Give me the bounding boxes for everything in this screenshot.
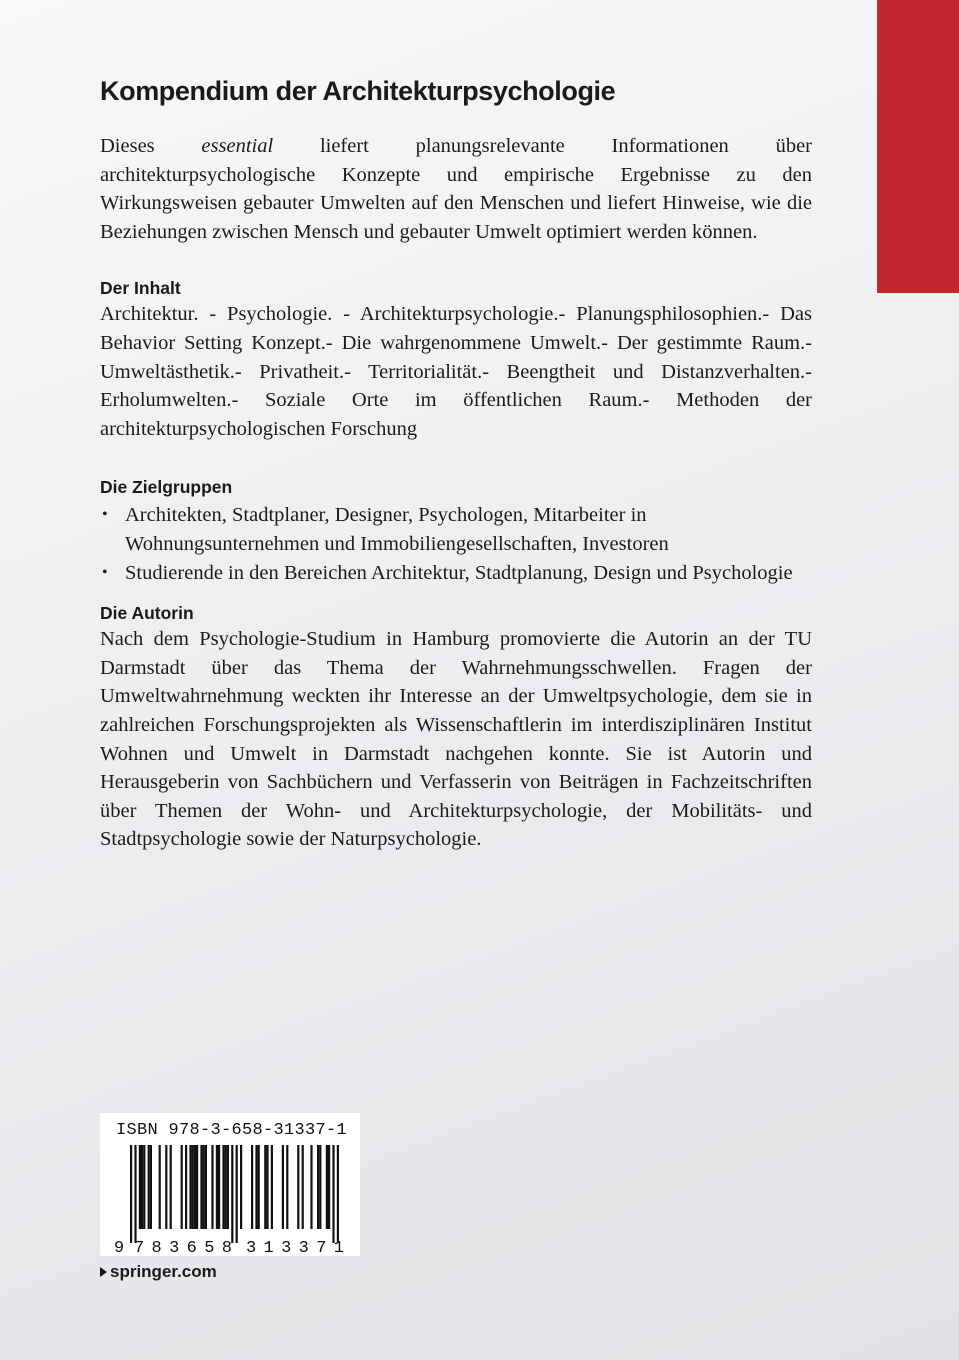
barcode-bar <box>317 1145 319 1229</box>
barcode-bar <box>141 1145 143 1229</box>
barcode-bar <box>319 1145 321 1229</box>
barcode-guard-bar <box>332 1145 334 1243</box>
zielgruppen-heading: Die Zielgruppen <box>100 477 233 498</box>
autorin-heading: Die Autorin <box>100 603 194 624</box>
red-accent-band <box>877 0 959 293</box>
intro-before: Dieses <box>100 135 202 157</box>
isbn-barcode <box>100 1113 360 1256</box>
barcode-bar <box>286 1145 288 1229</box>
barcode-bar <box>189 1145 191 1229</box>
isbn-label: ISBN 978-3-658-31337-1 <box>116 1121 348 1140</box>
barcode-bar <box>222 1145 224 1229</box>
barcode-bar <box>139 1145 141 1229</box>
barcode-guard-bar <box>231 1145 233 1243</box>
barcode-bar <box>251 1145 253 1229</box>
barcode-bar <box>185 1145 187 1229</box>
barcode-graphic <box>100 1145 360 1256</box>
publisher-url[interactable]: springer.com <box>110 1262 217 1281</box>
barcode-bar <box>326 1145 328 1229</box>
list-item <box>100 559 812 588</box>
barcode-bar <box>282 1145 284 1229</box>
barcode-bar <box>192 1145 194 1229</box>
back-cover-text <box>100 72 812 854</box>
barcode-bar <box>297 1145 299 1229</box>
barcode-bar <box>255 1145 257 1229</box>
barcode-guard-bar <box>236 1145 238 1243</box>
barcode-bar <box>170 1145 172 1229</box>
barcode-bar <box>159 1145 161 1229</box>
barcode-bar <box>240 1145 242 1229</box>
barcode-right-digits: 313371 <box>246 1239 344 1256</box>
barcode-bar <box>150 1145 152 1229</box>
barcode-bar <box>271 1145 273 1229</box>
barcode-bar <box>264 1145 266 1229</box>
publisher-link[interactable] <box>100 1262 217 1282</box>
barcode-bar <box>218 1145 220 1229</box>
zielgruppen-list <box>100 501 812 587</box>
barcode-bar <box>196 1145 198 1229</box>
book-title: Kompendium der Architekturpsychologie <box>100 76 616 106</box>
bullet-icon: • <box>102 563 108 581</box>
intro-after: liefert planungsrelevante Informationen über architekturpsychologische Konzepte und empirische Ergebnisse zu den Wirkungsweisen gebauter Umwelten auf den Menschen und liefert Hinweise, wie die Beziehungen zwischen Mensch und gebauter Umwelt optimiert werden können. <box>100 135 812 243</box>
barcode-bar <box>302 1145 304 1229</box>
barcode-first-digit: 9 <box>114 1239 125 1256</box>
list-item-text: Studierende in den Bereichen Architektur, Stadtplanung, Design und Psychologie <box>125 561 793 584</box>
barcode-bar <box>194 1145 196 1229</box>
bullet-icon: • <box>102 506 108 524</box>
barcode-bar <box>266 1145 268 1229</box>
barcode-bar <box>148 1145 150 1229</box>
barcode-guard-bar <box>130 1145 132 1243</box>
barcode-bar <box>203 1145 205 1229</box>
barcode-left-digits: 783658 <box>134 1239 232 1256</box>
barcode-guard-bar <box>134 1145 136 1243</box>
barcode-bar <box>165 1145 167 1229</box>
barcode-bar <box>181 1145 183 1229</box>
barcode-bar <box>227 1145 229 1229</box>
intro-paragraph <box>100 132 812 246</box>
triangle-arrow-icon <box>100 1267 107 1277</box>
list-item <box>100 501 812 558</box>
barcode-bar <box>328 1145 330 1229</box>
barcode-bar <box>211 1145 213 1229</box>
inhalt-heading: Der Inhalt <box>100 278 181 299</box>
barcode-bar <box>310 1145 312 1229</box>
barcode-bar <box>143 1145 145 1229</box>
barcode-guard-bar <box>337 1145 339 1243</box>
intro-essential: essential <box>201 135 274 157</box>
barcode-bar <box>205 1145 207 1229</box>
list-item-text: Architekten, Stadtplaner, Designer, Psychologen, Mitarbeiter in Wohnungsunternehmen und Immobiliengesellschaften, Investoren <box>125 504 669 555</box>
barcode-bars <box>130 1145 339 1243</box>
barcode-bar <box>258 1145 260 1229</box>
barcode-bar <box>216 1145 218 1229</box>
inhalt-text: Architektur. - Psychologie. - Architekturpsychologie.- Planungsphilosophien.- Das Behavior Setting Konzept.- Die wahrgenommene Umwelt.- Der gestimmte Raum.- Umweltästhetik.- Privatheit.- Territorialität.- Beengtheit und Distanzverhalten.- Erholumwelten.- Soziale Orte im öffentlichen Raum.- Methoden der architekturpsychologischen Forschung <box>100 303 812 440</box>
autorin-text: Nach dem Psychologie-Studium in Hamburg promovierte die Autorin an der TU Darmstadt über das Thema der Wahrnehmungsschwellen. Fragen der Umweltwahrnehmung weckten ihr Interesse an der Umweltpsychologie, dem sie in zahlreichen Forschungsprojekten als Wissenschaftlerin im interdisziplinären Institut Wohnen und Umwelt in Darmstadt nachgehen konnte. Sie ist Autorin und Herausgeberin von Sachbüchern und Verfasserin von Beiträgen in Fachzeitschriften über Themen der Wohn- und Architekturpsychologie, der Mobilitäts- und Stadtpsychologie sowie der Naturpsychologie. <box>100 628 812 851</box>
barcode-bar <box>200 1145 202 1229</box>
barcode-bar <box>225 1145 227 1229</box>
